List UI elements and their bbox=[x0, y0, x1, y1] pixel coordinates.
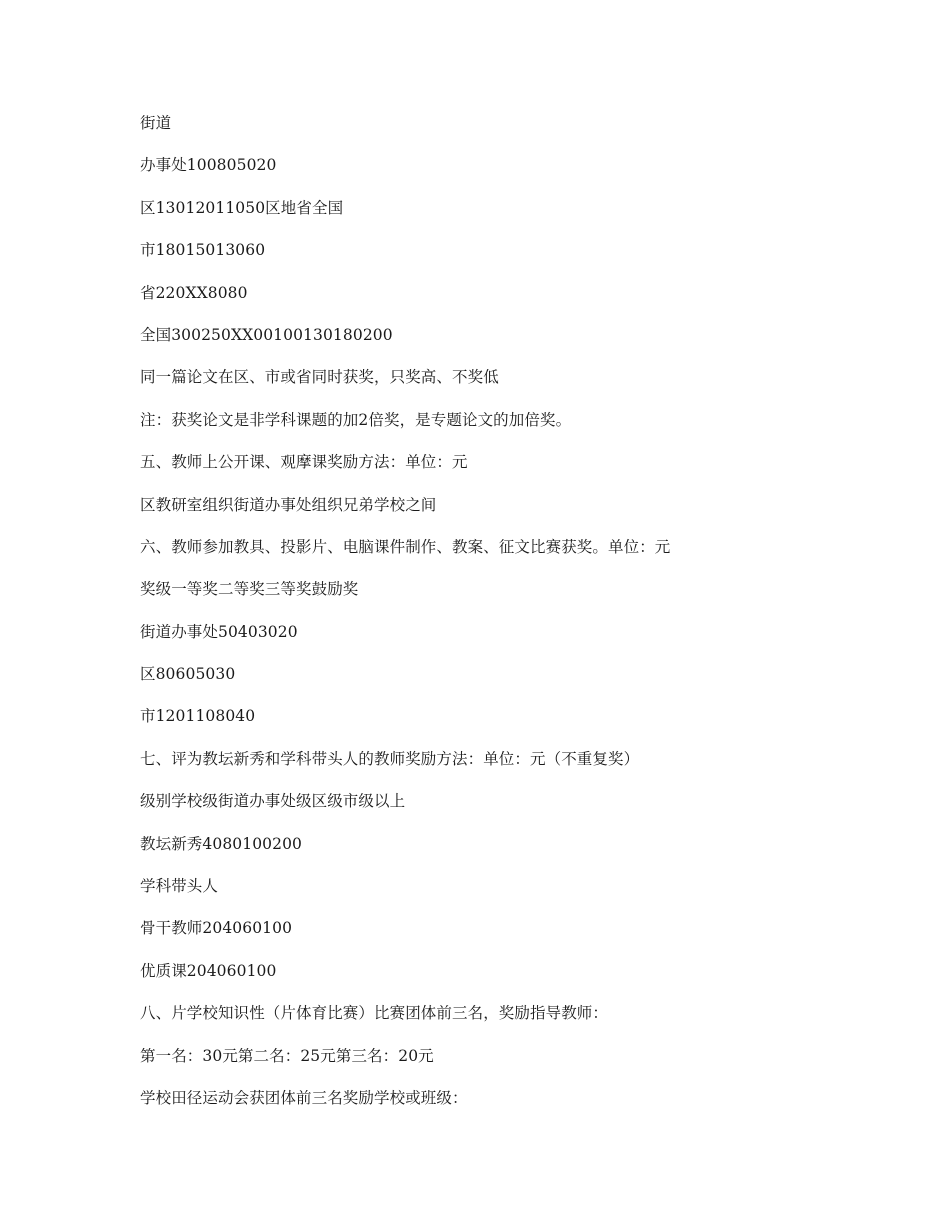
section-heading: 五、教师上公开课、观摩课奖励方法：单位：元 bbox=[140, 453, 468, 472]
text-line: 市1201108040 bbox=[140, 707, 256, 726]
text-line: 学校田径运动会获团体前三名奖励学校或班级： bbox=[140, 1088, 468, 1107]
note-line: 注：获奖论文是非学科课题的加2倍奖，是专题论文的加倍奖。 bbox=[140, 410, 572, 429]
text-line: 街道 bbox=[140, 114, 172, 132]
text-line: 区80605030 bbox=[140, 665, 236, 684]
section-heading: 七、评为教坛新秀和学科带头人的教师奖励方法：单位：元（不重复奖） bbox=[140, 749, 640, 768]
text-line: 第一名：30元第二名：25元第三名：20元 bbox=[140, 1046, 434, 1065]
document-body bbox=[140, 110, 900, 1127]
text-line: 街道办事处50403020 bbox=[140, 622, 298, 641]
text-line: 区13012011050区地省全国 bbox=[140, 198, 344, 217]
text-line: 骨干教师204060100 bbox=[140, 919, 293, 938]
text-line: 省220XX8080 bbox=[140, 283, 248, 302]
text-line: 区教研室组织街道办事处组织兄弟学校之间 bbox=[140, 495, 437, 514]
text-line: 教坛新秀4080100200 bbox=[140, 834, 303, 853]
text-line: 办事处100805020 bbox=[140, 156, 277, 175]
section-heading: 八、片学校知识性（片体育比赛）比赛团体前三名，奖励指导教师： bbox=[140, 1004, 609, 1023]
text-line: 全国300250XX00100130180200 bbox=[140, 325, 393, 344]
text-line: 奖级一等奖二等奖三等奖鼓励奖 bbox=[140, 580, 359, 599]
text-line: 同一篇论文在区、市或省同时获奖，只奖高、不奖低 bbox=[140, 368, 499, 387]
section-heading: 六、教师参加教具、投影片、电脑课件制作、教案、征文比赛获奖。单位：元 bbox=[140, 537, 671, 556]
text-line: 学科带头人 bbox=[140, 877, 219, 896]
text-line: 级别学校级街道办事处级区级市级以上 bbox=[140, 792, 406, 811]
text-line: 市18015013060 bbox=[140, 241, 266, 260]
text-line: 优质课204060100 bbox=[140, 961, 277, 980]
